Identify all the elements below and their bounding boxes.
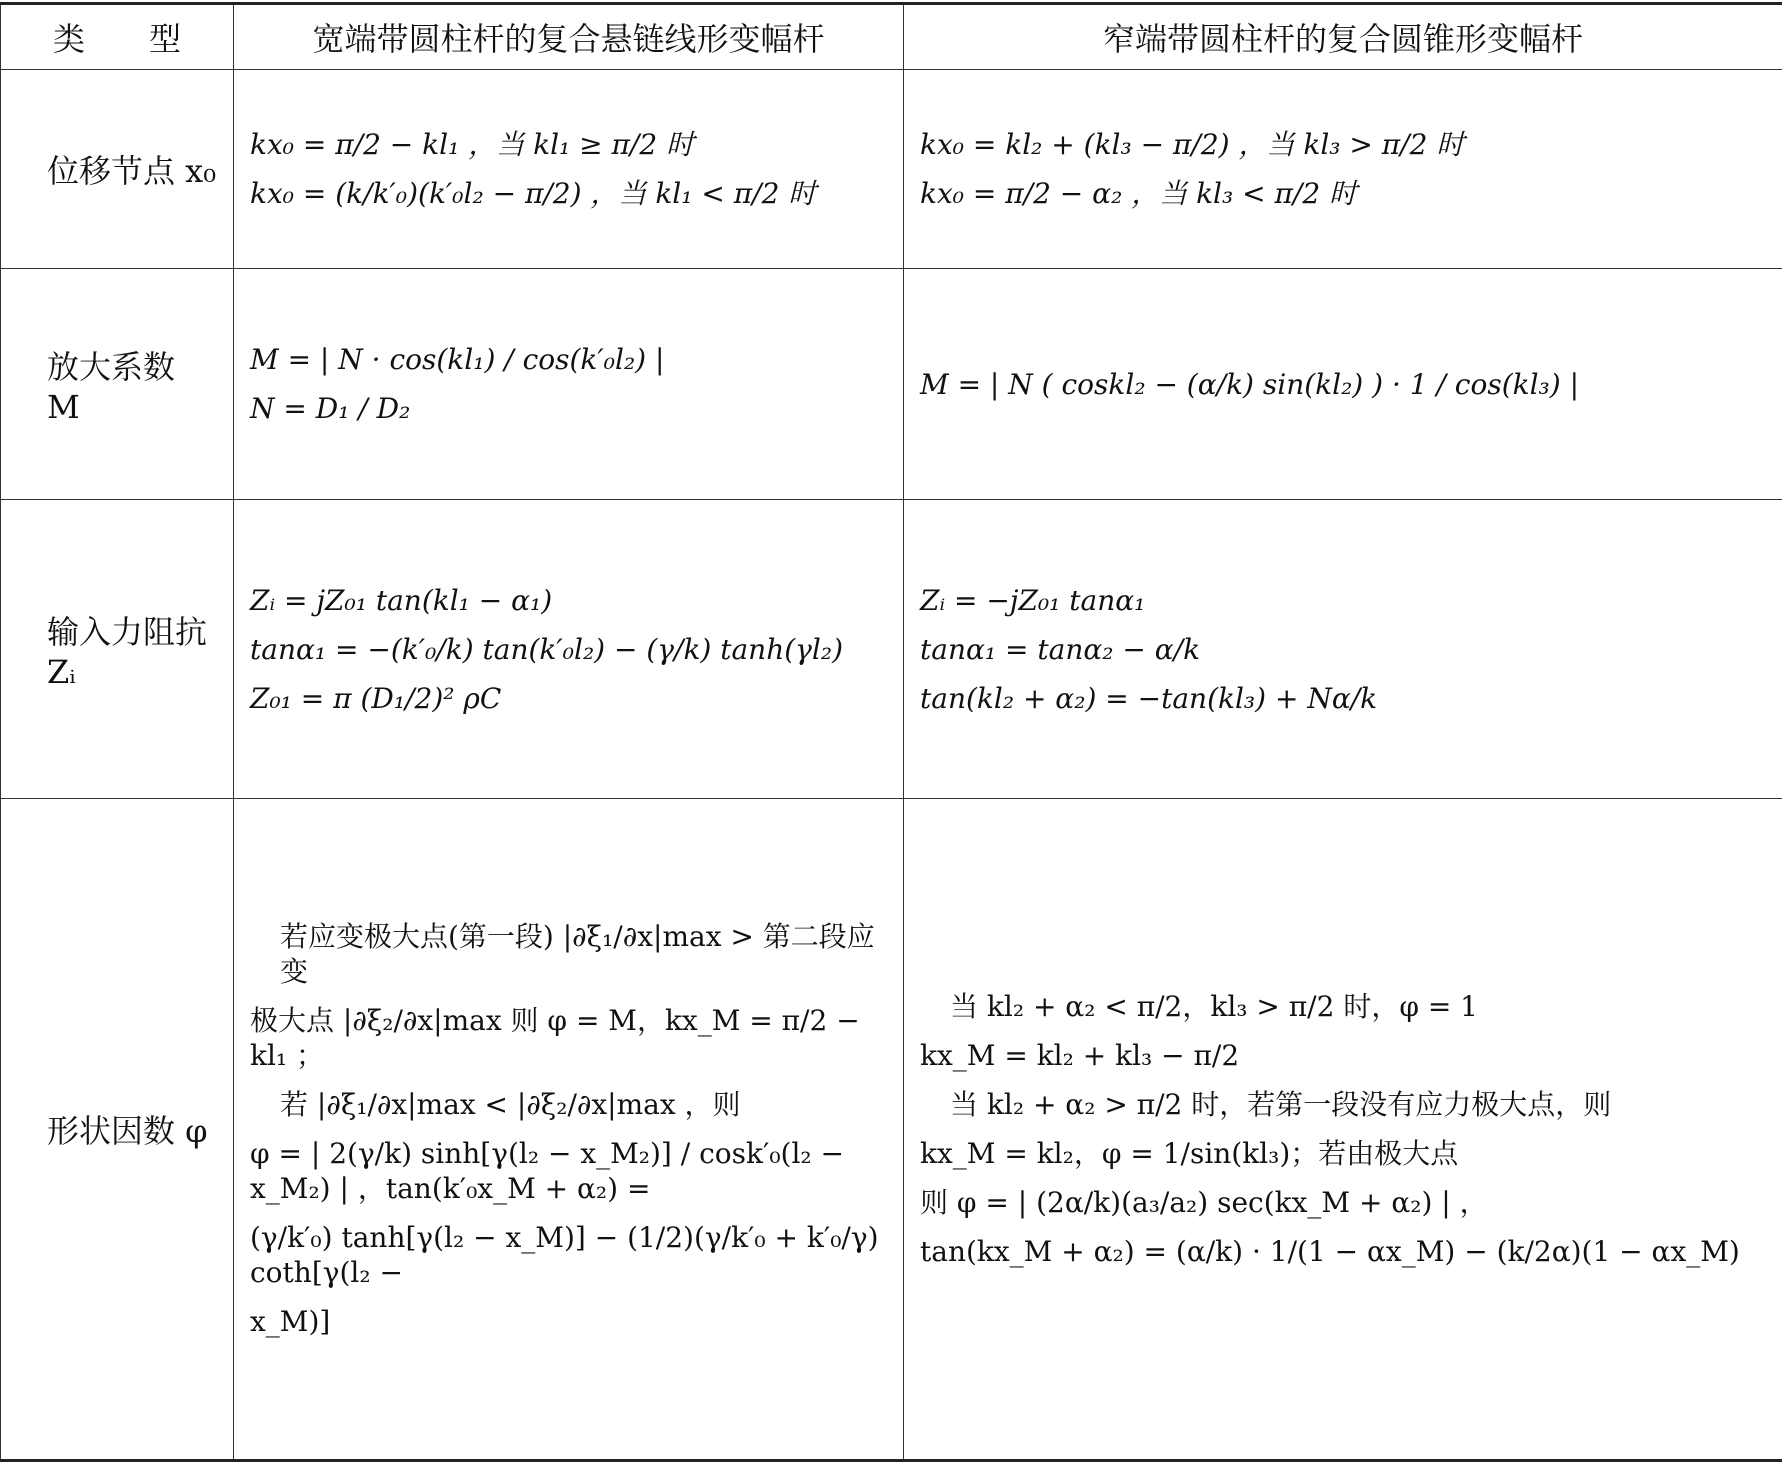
- header-row: [1, 4, 1782, 70]
- header-wide-end: 宽端带圆柱杆的复合悬链线形变幅杆: [234, 4, 904, 70]
- row-label: 放大系数 M: [1, 269, 234, 500]
- formula-line: (γ/k′₀) tanh[γ(l₂ − x_M)] − (1/2)(γ/k′₀ + k′₀/γ) coth[γ(l₂ −: [250, 1221, 888, 1289]
- formula-line: Z₀₁ = π (D₁/2)² ρC: [250, 681, 502, 715]
- formula-line: Zᵢ = jZ₀₁ tan(kl₁ − α₁): [250, 583, 553, 617]
- row-displacement-node: [1, 70, 1782, 269]
- formula-line: kx_M = kl₂，φ = 1/sin(kl₃)；若由极大点: [920, 1137, 1459, 1170]
- wide-cell: [234, 269, 904, 500]
- formula-line: kx₀ = kl₂ + (kl₃ − π/2) ，当 kl₃ > π/2 时: [920, 128, 1465, 161]
- wide-cell: [234, 70, 904, 269]
- formula-line: kx₀ = π/2 − α₂ ，当 kl₃ < π/2 时: [920, 177, 1358, 210]
- formula-line: tanα₁ = −(k′₀/k) tan(k′₀l₂) − (γ/k) tanh(γl₂): [250, 632, 844, 666]
- formula-line: M = | N ( coskl₂ − (α/k) sin(kl₂) ) · 1 / cos(kl₃) |: [920, 367, 1580, 401]
- narrow-cell: [904, 269, 1782, 500]
- formula-line: Zᵢ = −jZ₀₁ tanα₁: [920, 583, 1146, 617]
- formula-line: M = | N · cos(kl₁) / cos(k′₀l₂) |: [250, 343, 665, 376]
- formula-line: tan(kx_M + α₂) = (α/k) · 1/(1 − αx_M) − (k/2α)(1 − αx_M): [920, 1235, 1740, 1268]
- row-label: 输入力阻抗 Zᵢ: [1, 500, 234, 799]
- wide-cell: [234, 799, 904, 1461]
- formula-line: 当 kl₂ + α₂ < π/2，kl₃ > π/2 时，φ = 1: [950, 990, 1478, 1023]
- formula-table: [0, 2, 1782, 1462]
- formula-line: x_M)]: [250, 1305, 331, 1338]
- formula-line: 极大点 |∂ξ₂/∂x|max 则 φ = M，kx_M = π/2 − kl₁ ；: [250, 1004, 869, 1072]
- formula-line: tanα₁ = tanα₂ − α/k: [920, 632, 1201, 666]
- formula-line: kx_M = kl₂ + kl₃ − π/2: [920, 1039, 1240, 1072]
- formula-line: 若 |∂ξ₁/∂x|max < |∂ξ₂/∂x|max ，则: [280, 1088, 741, 1121]
- row-input-impedance: [1, 500, 1782, 799]
- formula-line: φ = | 2(γ/k) sinh[γ(l₂ − x_M₂)] / cosk′₀(l₂ − x_M₂) | ，tan(k′₀x_M + α₂) =: [250, 1137, 853, 1205]
- formula-line: 则 φ = | (2α/k)(a₃/a₂) sec(kx_M + α₂) | ，: [920, 1186, 1488, 1219]
- narrow-cell: [904, 799, 1782, 1461]
- formula-line: tan(kl₂ + α₂) = −tan(kl₃) + Nα/k: [920, 681, 1378, 715]
- row-label: 位移节点 x₀: [1, 70, 234, 269]
- header-narrow-end: 窄端带圆柱杆的复合圆锥形变幅杆: [904, 4, 1782, 70]
- formula-line: 若应变极大点(第一段) |∂ξ₁/∂x|max > 第二段应变: [280, 920, 875, 988]
- narrow-cell: [904, 70, 1782, 269]
- formula-line: kx₀ = π/2 − kl₁ ，当 kl₁ ≥ π/2 时: [250, 128, 695, 161]
- wide-cell: [234, 500, 904, 799]
- row-label: 形状因数 φ: [1, 799, 234, 1461]
- formula-line: 当 kl₂ + α₂ > π/2 时，若第一段没有应力极大点，则: [950, 1088, 1612, 1121]
- row-magnification: [1, 269, 1782, 500]
- formula-line: kx₀ = (k/k′₀)(k′₀l₂ − π/2) ，当 kl₁ < π/2 时: [250, 177, 817, 210]
- header-type: 类 型: [1, 4, 234, 70]
- row-shape-factor: [1, 799, 1782, 1461]
- formula-line: N = D₁ / D₂: [250, 392, 411, 425]
- narrow-cell: [904, 500, 1782, 799]
